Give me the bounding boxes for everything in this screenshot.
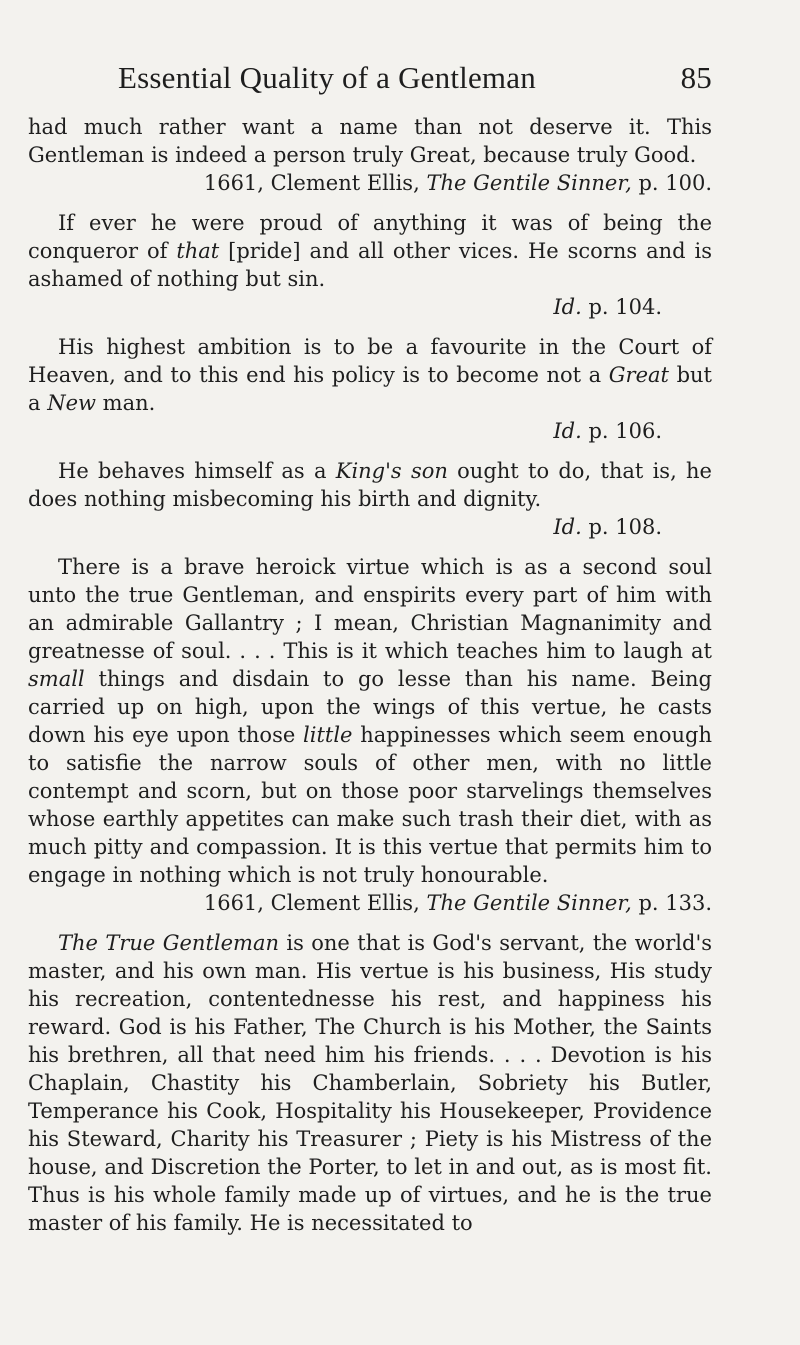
paragraph-2-emphasis: that bbox=[176, 239, 220, 263]
citation-5-page: p. 133. bbox=[631, 891, 712, 915]
page-body bbox=[28, 113, 712, 1237]
paragraph-4-text-b: ought to do, that is, he does nothing misbecoming his birth and dignity. bbox=[28, 459, 712, 511]
paragraph-3-emphasis-2: New bbox=[47, 391, 96, 415]
paragraph-1 bbox=[28, 113, 712, 169]
citation-2-id: Id. bbox=[553, 295, 582, 319]
paragraph-6-emphasis: The True Gentleman bbox=[58, 931, 279, 955]
paragraph-5-text-b: things and disdain to go lesse than his name. Being carried up on high, upon the wings of this vertue, he casts down his eye upon those bbox=[28, 667, 712, 747]
paragraph-4-text-a: He behaves himself as a bbox=[58, 459, 336, 483]
paragraph-5-emphasis-2: little bbox=[303, 723, 353, 747]
paragraph-2-text-b: [pride] and all other vices. He scorns and is ashamed of nothing but sin. bbox=[28, 239, 712, 291]
citation-1-title: The Gentile Sinner, bbox=[426, 171, 632, 195]
citation-1-page: p. 100. bbox=[631, 171, 712, 195]
paragraph-4 bbox=[28, 457, 712, 513]
paragraph-3 bbox=[28, 333, 712, 417]
citation-5-author: 1661, Clement Ellis, bbox=[203, 891, 427, 915]
citation-1 bbox=[28, 169, 712, 197]
citation-3-page: p. 106. bbox=[581, 419, 662, 443]
paragraph-5-emphasis-1: small bbox=[28, 667, 85, 691]
paragraph-6-text: is one that is God's servant, the world's master, and his own man. His vertue is his business, His study his recreation, contentednesse his rest, and happiness his reward. God is his Father, The Church is his Mother, the Saints his brethren, all that need him his friends. . . . Devotion is his Chaplain, Chastity his Chamberlain, Sobriety his Butler, Temperance his Cook, Hospitality his Housekeeper, Providence his Steward, Charity his Treasurer ; Piety is his Mistress of the house, and Discretion the Porter, to let in and out, as is most fit. Thus is his whole family made up of virtues, and he is the true master of his family. He is necessitated to bbox=[28, 931, 713, 1235]
paragraph-5 bbox=[28, 553, 712, 889]
paragraph-3-text-a: His highest ambition is to be a favourite in the Court of Heaven, and to this end his policy is to become not a bbox=[28, 335, 712, 387]
paragraph-2-text-a: If ever he were proud of anything it was of being the conqueror of bbox=[28, 211, 712, 263]
paragraph-4-emphasis: King's son bbox=[335, 459, 448, 483]
citation-2 bbox=[28, 293, 712, 321]
paragraph-5-text-a: There is a brave heroick virtue which is as a second soul unto the true Gentleman, and enspirits every part of him with an admirable Gallantry ; I mean, Christian Magnanimity and greatnesse of soul. . . . This is it which teaches him to laugh at bbox=[28, 555, 712, 663]
citation-2-page: p. 104. bbox=[581, 295, 662, 319]
paragraph-3-text-b: but a bbox=[28, 363, 712, 415]
running-title: Essential Quality of a Gentleman bbox=[118, 60, 536, 95]
citation-4 bbox=[28, 513, 712, 541]
paragraph-6 bbox=[28, 929, 712, 1237]
paragraph-3-text-c: man. bbox=[95, 391, 156, 415]
citation-3 bbox=[28, 417, 712, 445]
citation-3-id: Id. bbox=[553, 419, 582, 443]
citation-4-id: Id. bbox=[553, 515, 582, 539]
citation-5 bbox=[28, 889, 712, 917]
citation-4-page: p. 108. bbox=[581, 515, 662, 539]
page-number: 85 bbox=[680, 60, 712, 95]
citation-5-title: The Gentile Sinner, bbox=[426, 891, 632, 915]
paragraph-1-text: had much rather want a name than not deserve it. This Gentleman is indeed a person truly Great, because truly Good. bbox=[28, 115, 712, 167]
paragraph-5-text-c: happinesses which seem enough to satisfie the narrow souls of other men, with no little contempt and scorn, but on those poor starvelings themselves whose earthly appetites can make such trash their diet, with as much pitty and compassion. It is this vertue that permits him to engage in nothing which is not truly honourable. bbox=[28, 723, 712, 887]
citation-1-author: 1661, Clement Ellis, bbox=[203, 171, 427, 195]
paragraph-2 bbox=[28, 209, 712, 293]
paragraph-3-emphasis-1: Great bbox=[608, 363, 669, 387]
